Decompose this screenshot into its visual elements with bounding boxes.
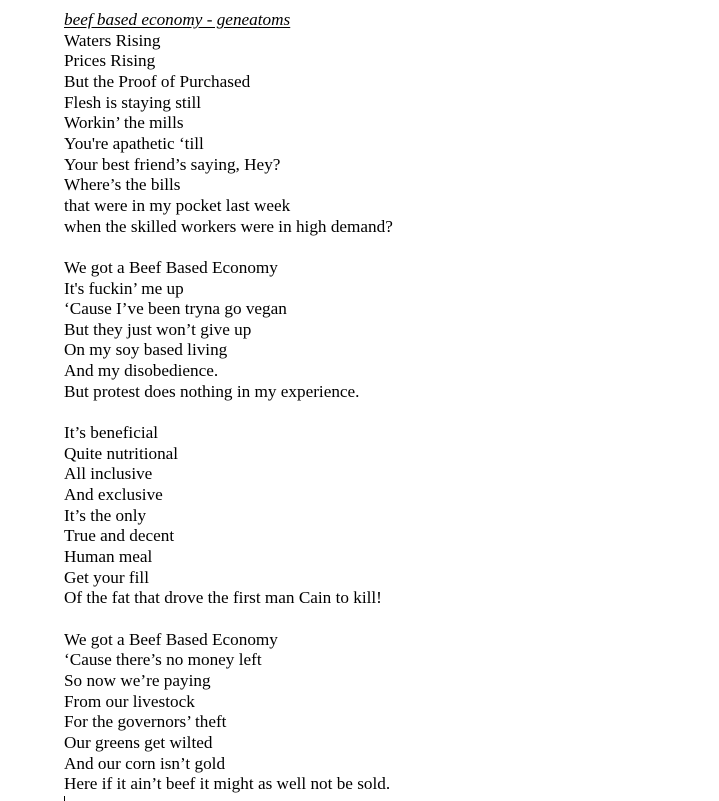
stanza-3 bbox=[64, 423, 704, 609]
poem-line: It’s the only bbox=[64, 505, 147, 525]
poem-body bbox=[64, 10, 704, 795]
poem-line: Human meal bbox=[64, 547, 153, 567]
poem-line: From our livestock bbox=[64, 691, 195, 711]
poem-line: ‘Cause there’s no money left bbox=[64, 650, 262, 670]
stanza-gap bbox=[64, 609, 704, 630]
stanza-4 bbox=[64, 630, 704, 795]
poem-line: Flesh is staying still bbox=[64, 92, 202, 112]
poem-line: We got a Beef Based Economy bbox=[64, 257, 278, 277]
poem-line: So now we’re paying bbox=[64, 670, 211, 690]
poem-line: It's fuckin’ me up bbox=[64, 278, 184, 298]
poem-line: Quite nutritional bbox=[64, 443, 179, 463]
poem-line: Get your fill bbox=[64, 567, 149, 587]
poem-line: Where’s the bills bbox=[64, 175, 181, 195]
poem-line: On my soy based living bbox=[64, 340, 228, 360]
poem-line: We got a Beef Based Economy bbox=[64, 629, 278, 649]
text-cursor bbox=[64, 796, 65, 801]
poem-line: that were in my pocket last week bbox=[64, 195, 291, 215]
stanza-gap bbox=[64, 402, 704, 423]
stanza-gap bbox=[64, 237, 704, 258]
poem-line: Here if it ain’t beef it might as well not be sold. bbox=[64, 774, 391, 794]
poem-line: when the skilled workers were in high demand? bbox=[64, 216, 393, 236]
poem-line: And our corn isn’t gold bbox=[64, 753, 226, 773]
poem-line: Workin’ the mills bbox=[64, 113, 184, 133]
poem-line: Of the fat that drove the first man Cain to kill! bbox=[64, 588, 382, 608]
poem-line: But the Proof of Purchased bbox=[64, 71, 251, 91]
poem-line: For the governors’ theft bbox=[64, 712, 227, 732]
poem-line: ‘Cause I’ve been tryna go vegan bbox=[64, 299, 287, 319]
stanza-1 bbox=[64, 31, 704, 238]
poem-line: But they just won’t give up bbox=[64, 319, 252, 339]
poem-line: All inclusive bbox=[64, 464, 153, 484]
poem-line: And exclusive bbox=[64, 485, 163, 505]
poem-line: True and decent bbox=[64, 526, 175, 546]
poem-line: Prices Rising bbox=[64, 51, 156, 71]
poem-line: You're apathetic ‘till bbox=[64, 133, 204, 153]
poem-title: beef based economy - geneatoms bbox=[64, 10, 291, 29]
poem-line: Your best friend’s saying, Hey? bbox=[64, 154, 281, 174]
stanza-2 bbox=[64, 258, 704, 403]
poem-line: It’s beneficial bbox=[64, 423, 159, 443]
poem-line: Waters Rising bbox=[64, 30, 161, 50]
poem-line: But protest does nothing in my experience. bbox=[64, 381, 360, 401]
poem-line: And my disobedience. bbox=[64, 361, 219, 381]
poem-line: Our greens get wilted bbox=[64, 732, 213, 752]
